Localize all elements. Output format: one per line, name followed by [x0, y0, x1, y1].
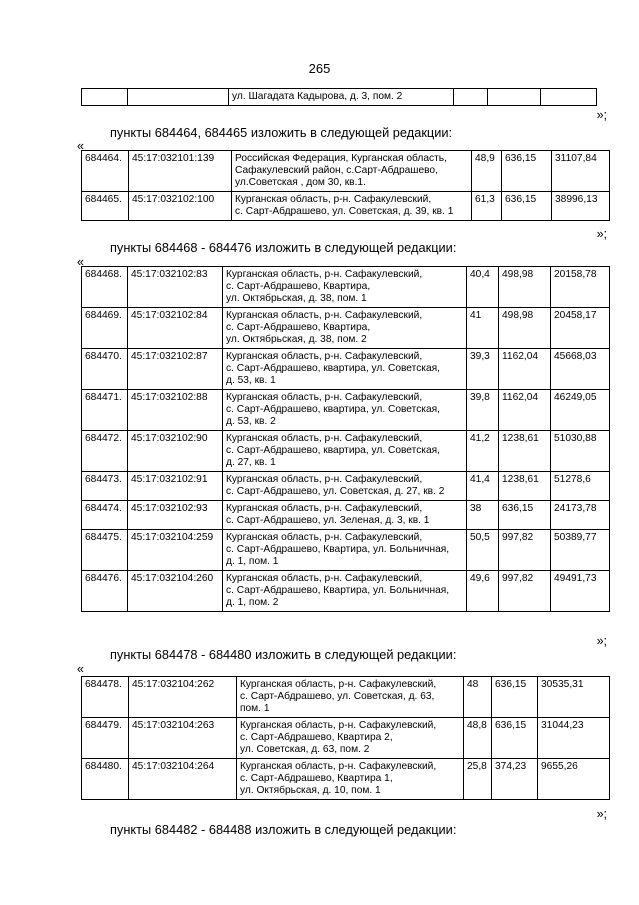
table-row	[82, 267, 610, 308]
area-cell: 41,4	[467, 472, 499, 501]
value-cell: 50389,77	[551, 530, 610, 571]
area-cell: 38	[467, 501, 499, 530]
area-cell: 48	[464, 677, 492, 718]
table-row	[82, 571, 610, 612]
address-cell: Курганская область, р-н. Сафакулевский, с. Сарт-Абдрашево, ул. Зеленая, д. 3, кв. 1	[223, 501, 467, 530]
value-cell: 38996,13	[552, 192, 610, 221]
cadastral-number-cell: 45:17:032104:259	[128, 530, 223, 571]
cadastral-number-cell: 45:17:032104:264	[129, 759, 237, 800]
value-cell: 45668,03	[551, 349, 610, 390]
value-cell: 46249,05	[551, 390, 610, 431]
opening-quote-1: «	[77, 139, 84, 153]
rate-cell: 1238,61	[499, 431, 551, 472]
rate-cell: 636,15	[502, 151, 552, 192]
item-number-cell: 684478.	[82, 677, 129, 718]
item-number-cell: 684471.	[82, 390, 128, 431]
value-cell: 31044,23	[538, 718, 610, 759]
value-cell: 31107,84	[552, 151, 610, 192]
area-cell: 39,8	[467, 390, 499, 431]
register-table-3	[81, 676, 610, 800]
value-cell: 30535,31	[538, 677, 610, 718]
item-number-cell: 684475.	[82, 530, 128, 571]
address-cell: Курганская область, р-н. Сафакулевский, с. Сарт-Абдрашево, квартира, ул. Советская, д. 53, кв. 2	[223, 390, 467, 431]
address-cell: Курганская область, р-н. Сафакулевский, с. Сарт-Абдрашево, Квартира 1, ул. Октябрьская, д. 10, пом. 1	[237, 759, 464, 800]
address-cell: Курганская область, р-н. Сафакулевский, с. Сарт-Абдрашево, Квартира 2, ул. Советская, д. 63, пом. 2	[237, 718, 464, 759]
item-number-cell: 684474.	[82, 501, 128, 530]
cadastral-number-cell: 45:17:032102:88	[128, 390, 223, 431]
area-cell: 40,4	[467, 267, 499, 308]
cadastral-number-cell: 45:17:032102:91	[128, 472, 223, 501]
register-table-1	[81, 150, 610, 221]
rate-cell: 1162,04	[499, 390, 551, 431]
table-row	[82, 431, 610, 472]
table-row	[82, 151, 610, 192]
rate-cell: 1162,04	[499, 349, 551, 390]
closing-quote-2: »;	[596, 227, 607, 241]
address-cell: Курганская область, р-н. Сафакулевский, с. Сарт-Абдрашево, ул. Советская, д. 39, кв. 1	[232, 192, 472, 221]
item-number-cell: 684480.	[82, 759, 129, 800]
cadastral-number-cell	[128, 89, 229, 106]
value-cell: 51278,6	[551, 472, 610, 501]
item-number-cell: 684470.	[82, 349, 128, 390]
cadastral-number-cell: 45:17:032102:93	[128, 501, 223, 530]
value-cell: 9655,26	[538, 759, 610, 800]
table-row	[82, 472, 610, 501]
rate-cell: 997,82	[499, 571, 551, 612]
page-number: 265	[308, 61, 331, 76]
section-heading-1: пункты 684464, 684465 изложить в следующей редакции:	[110, 125, 453, 140]
item-number-cell: 684472.	[82, 431, 128, 472]
closing-quote-3: »;	[596, 634, 607, 648]
cadastral-number-cell: 45:17:032102:87	[128, 349, 223, 390]
cadastral-number-cell: 45:17:032104:262	[129, 677, 237, 718]
address-cell: Курганская область, р-н. Сафакулевский, с. Сарт-Абдрашево, ул. Советская, д. 27, кв. 2	[223, 472, 467, 501]
item-number-cell	[82, 89, 128, 106]
area-cell: 25,8	[464, 759, 492, 800]
item-number-cell: 684479.	[82, 718, 129, 759]
address-cell: Курганская область, р-н. Сафакулевский, с. Сарт-Абдрашево, ул. Советская, д. 63, пом. 1	[237, 677, 464, 718]
rate-cell: 997,82	[499, 530, 551, 571]
closing-quote-1: »;	[596, 108, 607, 122]
area-cell: 48,8	[464, 718, 492, 759]
section-heading-4: пункты 684482 - 684488 изложить в следующей редакции:	[110, 822, 457, 837]
area-cell: 41	[467, 308, 499, 349]
item-number-cell: 684476.	[82, 571, 128, 612]
area-cell: 61,3	[472, 192, 502, 221]
table-row	[82, 89, 597, 106]
address-cell: Курганская область, р-н. Сафакулевский, с. Сарт-Абдрашево, Квартира, ул. Октябрьская, д. 38, пом. 2	[223, 308, 467, 349]
section-heading-2: пункты 684468 - 684476 изложить в следующей редакции:	[110, 240, 457, 255]
cadastral-number-cell: 45:17:032102:84	[128, 308, 223, 349]
table-row	[82, 501, 610, 530]
area-cell	[454, 89, 488, 106]
cadastral-number-cell: 45:17:032101:139	[129, 151, 232, 192]
continuation-table	[81, 88, 597, 106]
area-cell: 50,5	[467, 530, 499, 571]
item-number-cell: 684465.	[82, 192, 129, 221]
section-heading-3: пункты 684478 - 684480 изложить в следующей редакции:	[110, 647, 457, 662]
value-cell: 20458,17	[551, 308, 610, 349]
value-cell	[541, 89, 597, 106]
table-row	[82, 677, 610, 718]
closing-quote-4: »;	[596, 807, 607, 821]
area-cell: 39,3	[467, 349, 499, 390]
address-cell: ул. Шагадата Кадырова, д. 3, пом. 2	[229, 89, 454, 106]
address-cell: Курганская область, р-н. Сафакулевский, с. Сарт-Абдрашево, Квартира, ул. Больничная, д. 1, пом. 2	[223, 571, 467, 612]
item-number-cell: 684469.	[82, 308, 128, 349]
value-cell: 24173,78	[551, 501, 610, 530]
table-row	[82, 308, 610, 349]
value-cell: 20158,78	[551, 267, 610, 308]
table-row	[82, 192, 610, 221]
item-number-cell: 684468.	[82, 267, 128, 308]
area-cell: 49,6	[467, 571, 499, 612]
table-row	[82, 530, 610, 571]
rate-cell: 636,15	[499, 501, 551, 530]
address-cell: Курганская область, р-н. Сафакулевский, с. Сарт-Абдрашево, Квартира, ул. Больничная, д. 1, пом. 1	[223, 530, 467, 571]
table-row	[82, 349, 610, 390]
cadastral-number-cell: 45:17:032102:100	[129, 192, 232, 221]
address-cell: Курганская область, р-н. Сафакулевский, с. Сарт-Абдрашево, квартира, ул. Советская, д. 53, кв. 1	[223, 349, 467, 390]
rate-cell: 636,15	[502, 192, 552, 221]
value-cell: 51030,88	[551, 431, 610, 472]
address-cell: Российская Федерация, Курганская область, Сафакулевский район, с.Сарт-Абдрашево, ул.Советская , дом 30, кв.1.	[232, 151, 472, 192]
register-table-2	[81, 266, 610, 612]
rate-cell: 498,98	[499, 308, 551, 349]
rate-cell: 1238,61	[499, 472, 551, 501]
rate-cell: 498,98	[499, 267, 551, 308]
cadastral-number-cell: 45:17:032102:90	[128, 431, 223, 472]
rate-cell: 636,15	[492, 677, 538, 718]
cadastral-number-cell: 45:17:032104:263	[129, 718, 237, 759]
area-cell: 48,9	[472, 151, 502, 192]
rate-cell: 374,23	[492, 759, 538, 800]
cadastral-number-cell: 45:17:032104:260	[128, 571, 223, 612]
item-number-cell: 684473.	[82, 472, 128, 501]
rate-cell	[488, 89, 541, 106]
table-row	[82, 759, 610, 800]
opening-quote-2: «	[77, 255, 84, 269]
rate-cell: 636,15	[492, 718, 538, 759]
area-cell: 41,2	[467, 431, 499, 472]
value-cell: 49491,73	[551, 571, 610, 612]
cadastral-number-cell: 45:17:032102:83	[128, 267, 223, 308]
item-number-cell: 684464.	[82, 151, 129, 192]
address-cell: Курганская область, р-н. Сафакулевский, с. Сарт-Абдрашево, квартира, ул. Советская, д. 27, кв. 1	[223, 431, 467, 472]
opening-quote-3: «	[77, 662, 84, 676]
address-cell: Курганская область, р-н. Сафакулевский, с. Сарт-Абдрашево, Квартира, ул. Октябрьская, д. 38, пом. 1	[223, 267, 467, 308]
table-row	[82, 718, 610, 759]
table-row	[82, 390, 610, 431]
